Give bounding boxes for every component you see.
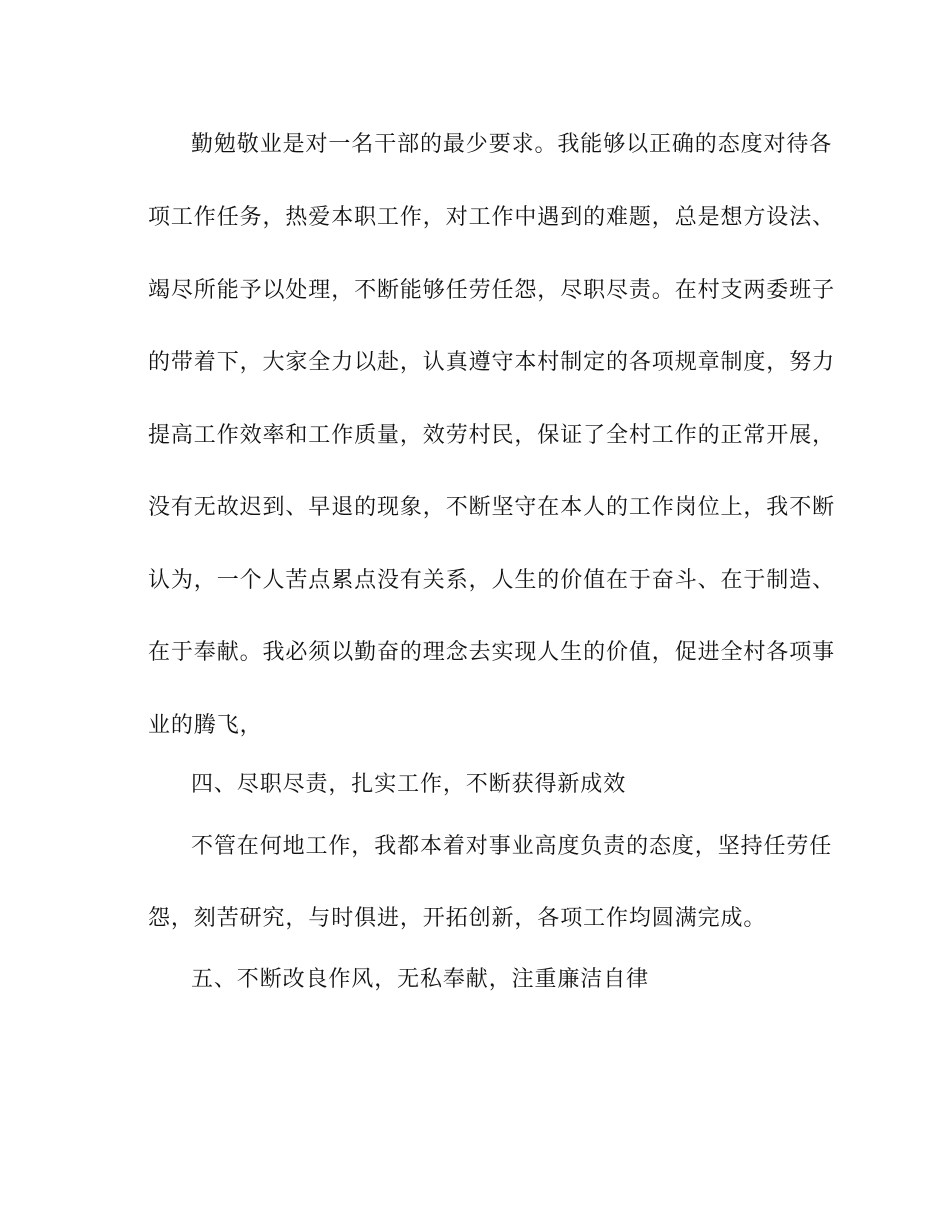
paragraph-line: 竭尽所能予以处理，不断能够任劳任怨，尽职尽责。在村支两委班子 [148,278,836,303]
section-heading: 五、不断改良作风，无私奉献，注重廉洁自律 [191,967,650,992]
paragraph-line: 的带着下，大家全力以赴，认真遵守本村制定的各项规章制度，努力 [148,350,836,375]
paragraph-line: 提高工作效率和工作质量，效劳村民，保证了全村工作的正常开展， [148,423,836,448]
paragraph-line: 项工作任务，热爱本职工作，对工作中遇到的难题，总是想方设法、 [148,205,836,230]
section-heading: 四、尽职尽责，扎实工作，不断获得新成效 [191,772,627,797]
paragraph-line: 不管在何地工作，我都本着对事业高度负责的态度，坚持任劳任 [191,834,833,859]
paragraph-line: 没有无故迟到、早退的现象，不断坚守在本人的工作岗位上，我不断 [148,495,836,520]
paragraph-line: 认为，一个人苦点累点没有关系，人生的价值在于奋斗、在于制造、 [148,568,836,593]
paragraph-line: 勤勉敬业是对一名干部的最少要求。我能够以正确的态度对待各 [191,132,833,157]
paragraph-line: 在于奉献。我必须以勤奋的理念去实现人生的价值，促进全村各项事 [148,640,836,665]
paragraph-line: 业的腾飞， [148,713,263,738]
paragraph-line: 怨，刻苦研究，与时俱进，开拓创新，各项工作均圆满完成。 [148,906,767,931]
